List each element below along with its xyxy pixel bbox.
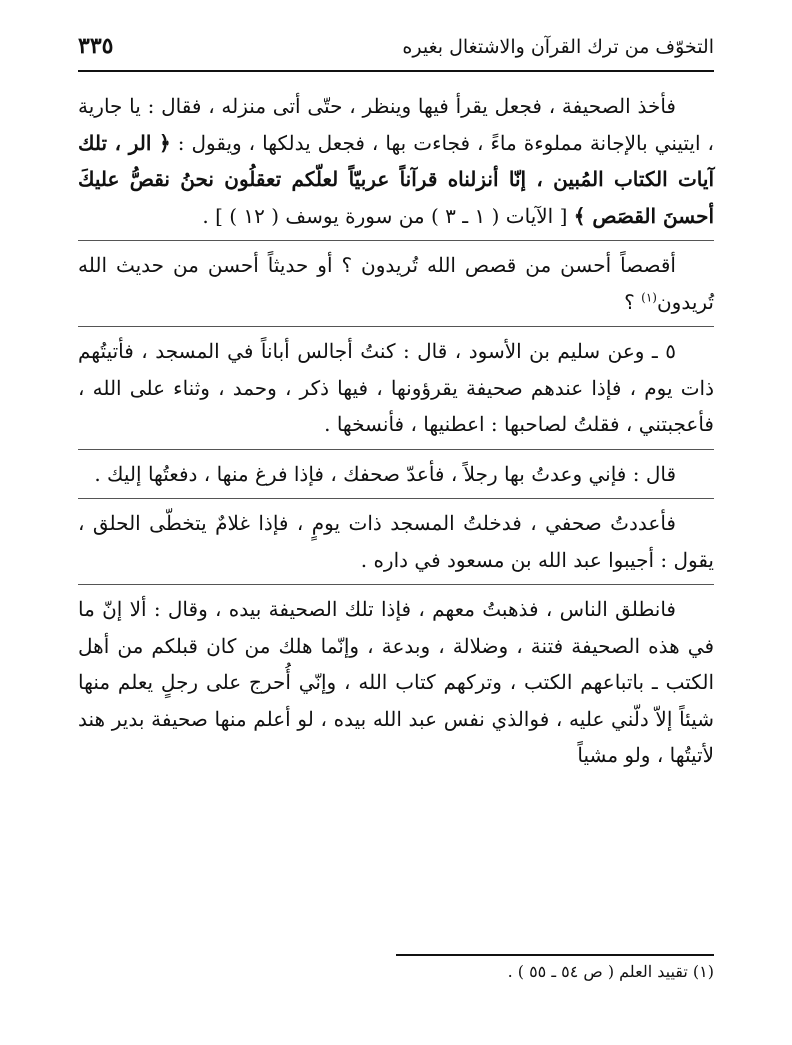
footnote-reference: (١) <box>641 289 657 304</box>
quran-verse: ﴿ الر ، تلك آيات الكتاب المُبين ، إنّا أنزلناه قرآناً عربيّاً لعلّكم تعقلُون نحنُ نقصُّ عليكَ أحسنَ القصَص ﴾ <box>78 130 714 228</box>
paragraph-promise <box>78 449 714 499</box>
paragraph-text: قال : فإني وعدتُ بها رجلاً ، فأعدّ صحفك ، فإذا فرغ منها ، دفعتُها إليك . <box>94 461 676 486</box>
paragraph-mosque <box>78 498 714 584</box>
body-text <box>78 88 714 780</box>
paragraph-text: فأخذ الصحيفة ، فجعل يقرأ فيها وينظر ، حتّى أتى منزله ، فقال : يا جارية ، ايتيني بالإجانة مملوءة ماءً ، فجاءت بها ، فجعل يدلكها ، ويقول : <box>78 94 714 155</box>
paragraph-text: ٥ ـ وعن سليم بن الأسود ، قال : كنتُ أجالس أباناً في المسجد ، فأتيتُهم ذات يوم ، فإذا عندهم صحيفة يقرؤونها ، فيها ذكر ، وحمد ، وثناء على الله ، فأعجبتني ، فقلتُ لصاحبها : اعطنيها ، فأنسخها . <box>78 339 714 436</box>
paragraph-text: فأعددتُ صحفي ، فدخلتُ المسجد ذات يومٍ ، فإذا غلامٌ يتخطّى الحلق ، يقول : أجيبوا عبد الله بن مسعود في داره . <box>78 511 714 572</box>
page-number: ٣٣٥ <box>78 33 114 59</box>
paragraph-rhetorical-question <box>78 240 714 326</box>
chapter-title: التخوّف من ترك القرآن والاشتغال بغيره <box>402 36 714 58</box>
paragraph-text: فانطلق الناس ، فذهبتُ معهم ، فإذا تلك الصحيفة بيده ، وقال : ألا إنّ ما في هذه الصحيفة فتنة ، وضلالة ، وبدعة ، وإنّما هلك من كان قبلكم من أهل الكتب ـ باتباعهم الكتب ، وتركهم كتاب الله ، وإنّي أُحرج على رجلٍ يعلم منها شيئاً إلاّ دلّني عليه ، فوالذي نفس عبد الله بيده ، لو أعلم منها صحيفة بدير هند لأتيتُها ، ولو مشياً <box>78 597 715 767</box>
paragraph-ibn-masud <box>78 584 714 780</box>
footnote: (١) تقييد العلم ( ص ٥٤ ـ ٥٥ ) . <box>507 962 714 981</box>
paragraph-end: ؟ <box>624 289 642 314</box>
verse-reference: [ الآيات ( ١ ـ ٣ ) من سورة يوسف ( ١٢ ) ] . <box>202 203 574 228</box>
book-page <box>78 26 714 1026</box>
running-header <box>78 26 714 72</box>
paragraph-narration-5 <box>78 326 714 449</box>
paragraph-quran-recitation <box>78 88 714 240</box>
paragraph-text: أقصصاً أحسن من قصص الله تُريدون ؟ أو حديثاً أحسن من حديث الله تُريدون <box>78 253 714 314</box>
footnote-divider <box>396 954 714 956</box>
